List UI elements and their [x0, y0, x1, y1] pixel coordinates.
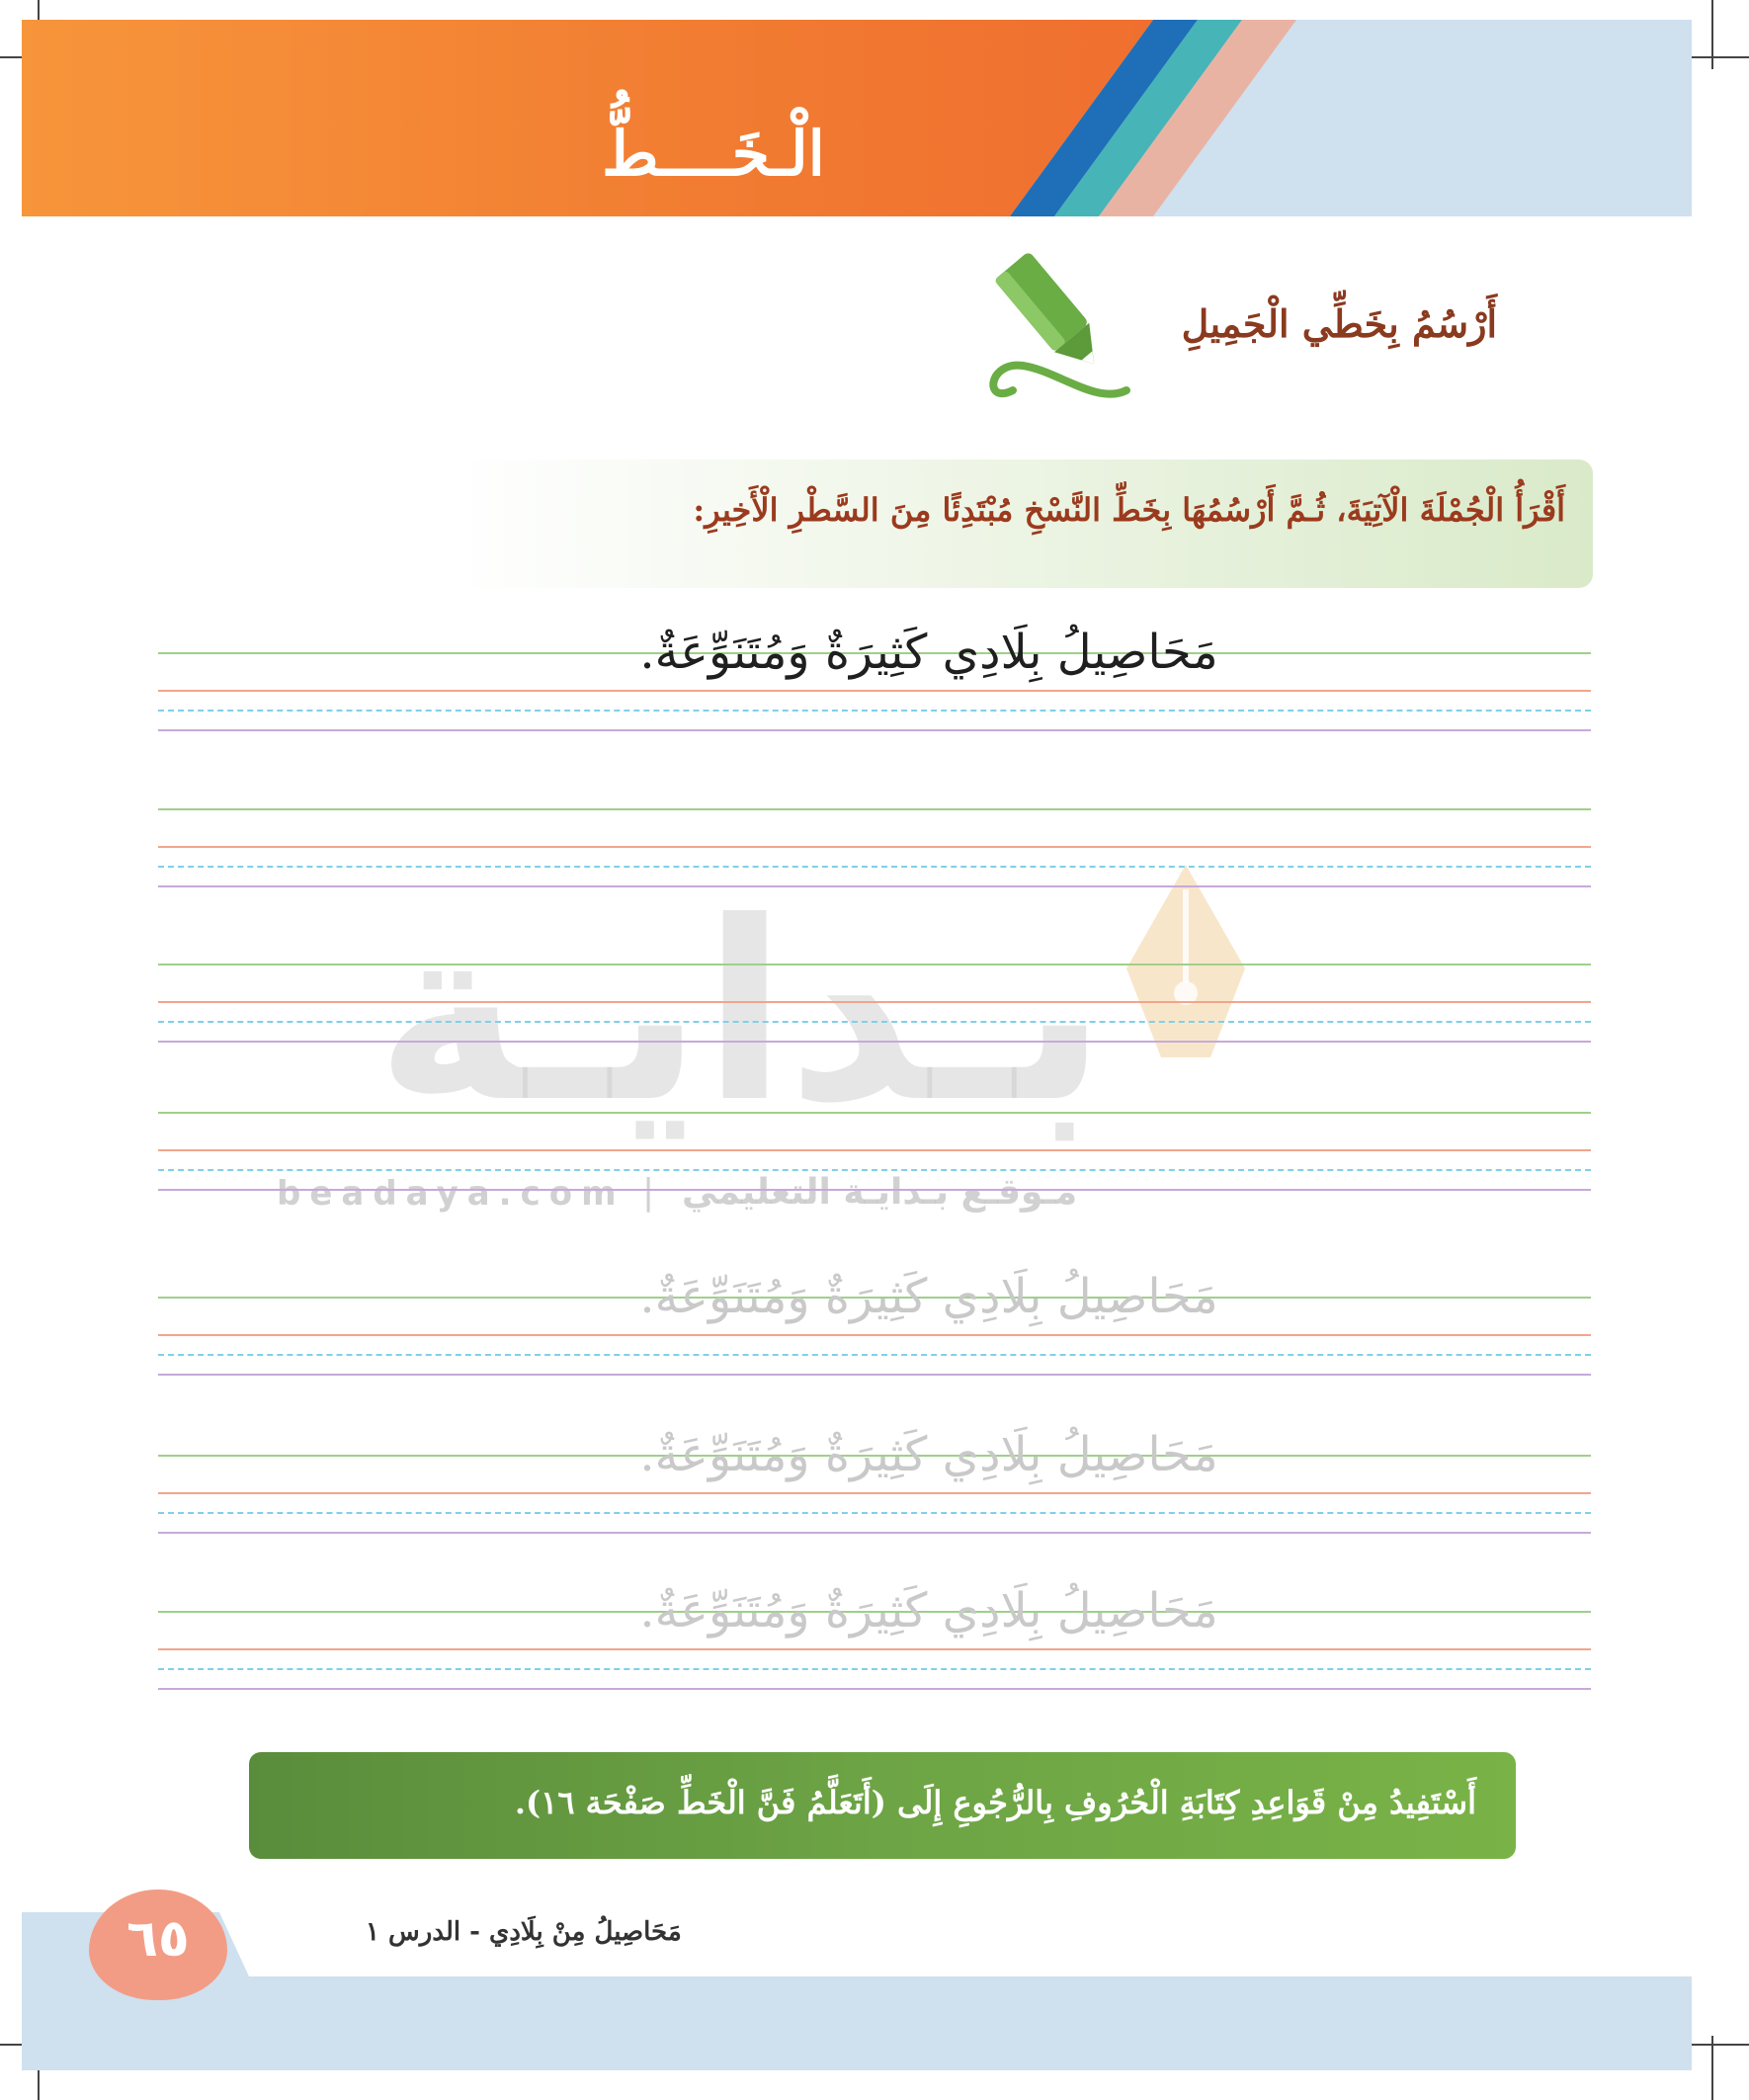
- footer-wave: [22, 1912, 1692, 1976]
- practice-line-blank[interactable]: [158, 1112, 1591, 1201]
- watermark-url: beadaya.com: [277, 1174, 625, 1214]
- pen-icon: [978, 242, 1146, 414]
- watermark-logo-text: بـدايـة: [375, 869, 1108, 1156]
- section-title: أَرْسُمُ بِخَطِّي الْجَمِيلِ: [1181, 301, 1497, 346]
- tip-text: أَسْتَفِيدُ مِنْ قَوَاعِدِ كِتَابَةِ الْحُرُوفِ بِالرُّجُوعِ إِلَى (أَتَعَلَّمُ فَنَّ الْخَطِّ صَفْحَة ١٦).: [514, 1784, 1476, 1821]
- header-orange-panel: [22, 20, 1692, 216]
- page-number: ٦٥: [126, 1909, 190, 1969]
- practice-line-model: [158, 625, 1591, 741]
- practice-line-traced[interactable]: [158, 1427, 1591, 1544]
- traced-sentence: مَحَاصِيلُ بِلَادِي كَثِيرَةٌ وَمُتَنَوِّعَةٌ.: [639, 1427, 1218, 1482]
- instruction-box: [455, 460, 1593, 588]
- practice-line-blank[interactable]: [158, 808, 1591, 897]
- instruction-text: أَقْرَأُ الْجُمْلَةَ الْآتِيَةَ، ثُـمَّ أَرْسُمُهَا بِخَطِّ النَّسْخِ مُبْتَدِئًا مِنَ السَّطْرِ الْأَخِيرِ:: [693, 491, 1565, 529]
- crop-mark: [1711, 0, 1713, 69]
- practice-line-blank[interactable]: [158, 964, 1591, 1052]
- practice-line-traced[interactable]: [158, 1269, 1591, 1386]
- watermark-separator: |: [642, 1172, 655, 1213]
- crop-mark: [1711, 2036, 1713, 2100]
- header-banner: [22, 20, 1692, 216]
- watermark-site-name: مـوقـع بـدايـة التعليمي: [682, 1172, 1078, 1213]
- lesson-label: مَحَاصِيلُ مِنْ بِلَادِي - الدرس ١: [366, 1917, 682, 1947]
- traced-sentence: مَحَاصِيلُ بِلَادِي كَثِيرَةٌ وَمُتَنَوِّعَةٌ.: [639, 1269, 1218, 1324]
- traced-sentence: مَحَاصِيلُ بِلَادِي كَثِيرَةٌ وَمُتَنَوِّعَةٌ.: [639, 1583, 1218, 1638]
- model-sentence: مَحَاصِيلُ بِلَادِي كَثِيرَةٌ وَمُتَنَوِّعَةٌ.: [639, 625, 1218, 680]
- tip-box: [249, 1752, 1516, 1859]
- practice-line-traced[interactable]: [158, 1583, 1591, 1700]
- page-title: الْـخَــــطُّ: [602, 118, 825, 190]
